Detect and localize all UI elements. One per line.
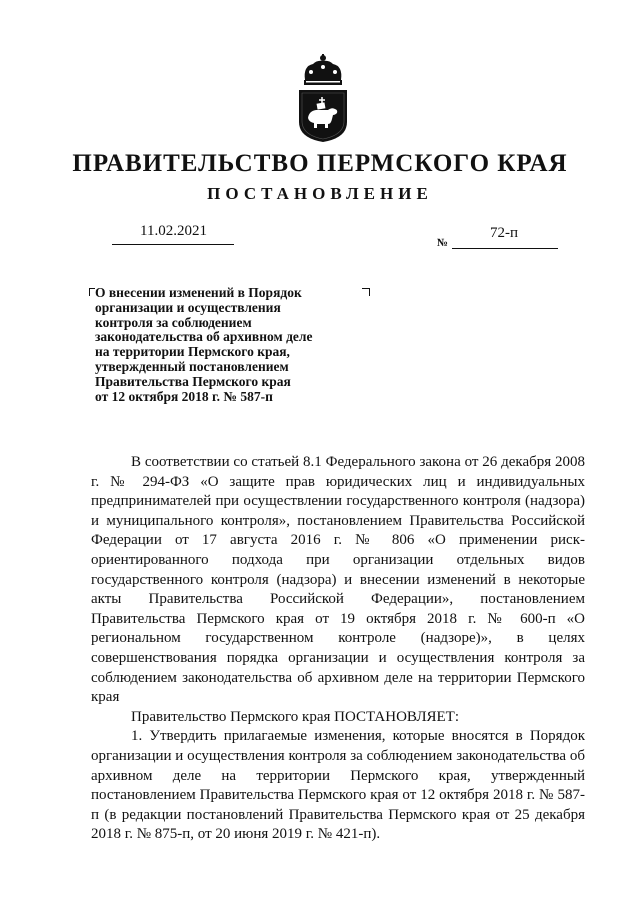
subject-line: Правительства Пермского края bbox=[95, 373, 291, 389]
number-sign: № bbox=[437, 237, 449, 249]
preamble-paragraph: В соответствии со статьей 8.1 Федерального закона от 26 декабря 2008 г. № 294-ФЗ «О защите прав юридических лиц и индивидуальных предпринимателей при осуществлении государственного контроля (надзора) и муниципального контроля», постановлением Правительства Российской Федерации от 17 августа 2016 г. № 806 «О применении риск-ориентированного подхода при организации отдельных видов государственного контроля (надзора) и внесении изменений в некоторые акты Правительства Российской Федерации», постановлением Правительства Пермского края от 19 октября 2018 г. № 600-п «О региональном государственном контроле (надзоре)», в целях совершенствования порядка организации и осуществления контроля за соблюдением законодательства об архивном деле на территории Пермского края bbox=[91, 454, 585, 706]
subject-corner-right bbox=[362, 288, 370, 296]
document-type: ПОСТАНОВЛЕНИЕ bbox=[207, 184, 433, 203]
document-number: 72-п bbox=[490, 225, 519, 241]
government-title: ПРАВИТЕЛЬСТВО ПЕРМСКОГО КРАЯ bbox=[72, 150, 568, 177]
subject-line: утвержденный постановлением bbox=[95, 358, 289, 374]
subject-line: на территории Пермского края, bbox=[95, 344, 290, 360]
date-underline bbox=[112, 244, 234, 245]
document-subject bbox=[95, 286, 355, 404]
subject-line: контроля за соблюдением bbox=[95, 314, 252, 330]
subject-line: от 12 октября 2018 г. № 587-п bbox=[95, 388, 273, 404]
item-1-paragraph: 1. Утвердить прилагаемые изменения, которые вносятся в Порядок организации и осуществления контроля за соблюдением законодательства об архивном деле на территории Пермского края, утвержденный постановлением Правительства Пермского края от 12 октября 2018 г. № 587-п (в редакции постановлений Правительства Пермского края от 25 декабря 2018 г. № 875-п, от 20 июня 2019 г. № 421-п). bbox=[91, 728, 585, 843]
subject-line: законодательства об архивном деле bbox=[95, 329, 313, 345]
coat-of-arms-icon bbox=[295, 52, 351, 144]
document-date: 11.02.2021 bbox=[140, 223, 207, 239]
resolves-paragraph: Правительство Пермского края ПОСТАНОВЛЯЕТ: bbox=[131, 708, 460, 725]
document-body bbox=[91, 453, 585, 845]
subject-line: О внесении изменений в Порядок bbox=[95, 285, 302, 300]
crown-icon bbox=[304, 54, 342, 85]
number-underline bbox=[452, 248, 558, 249]
subject-line: организации и осуществления bbox=[95, 299, 281, 315]
